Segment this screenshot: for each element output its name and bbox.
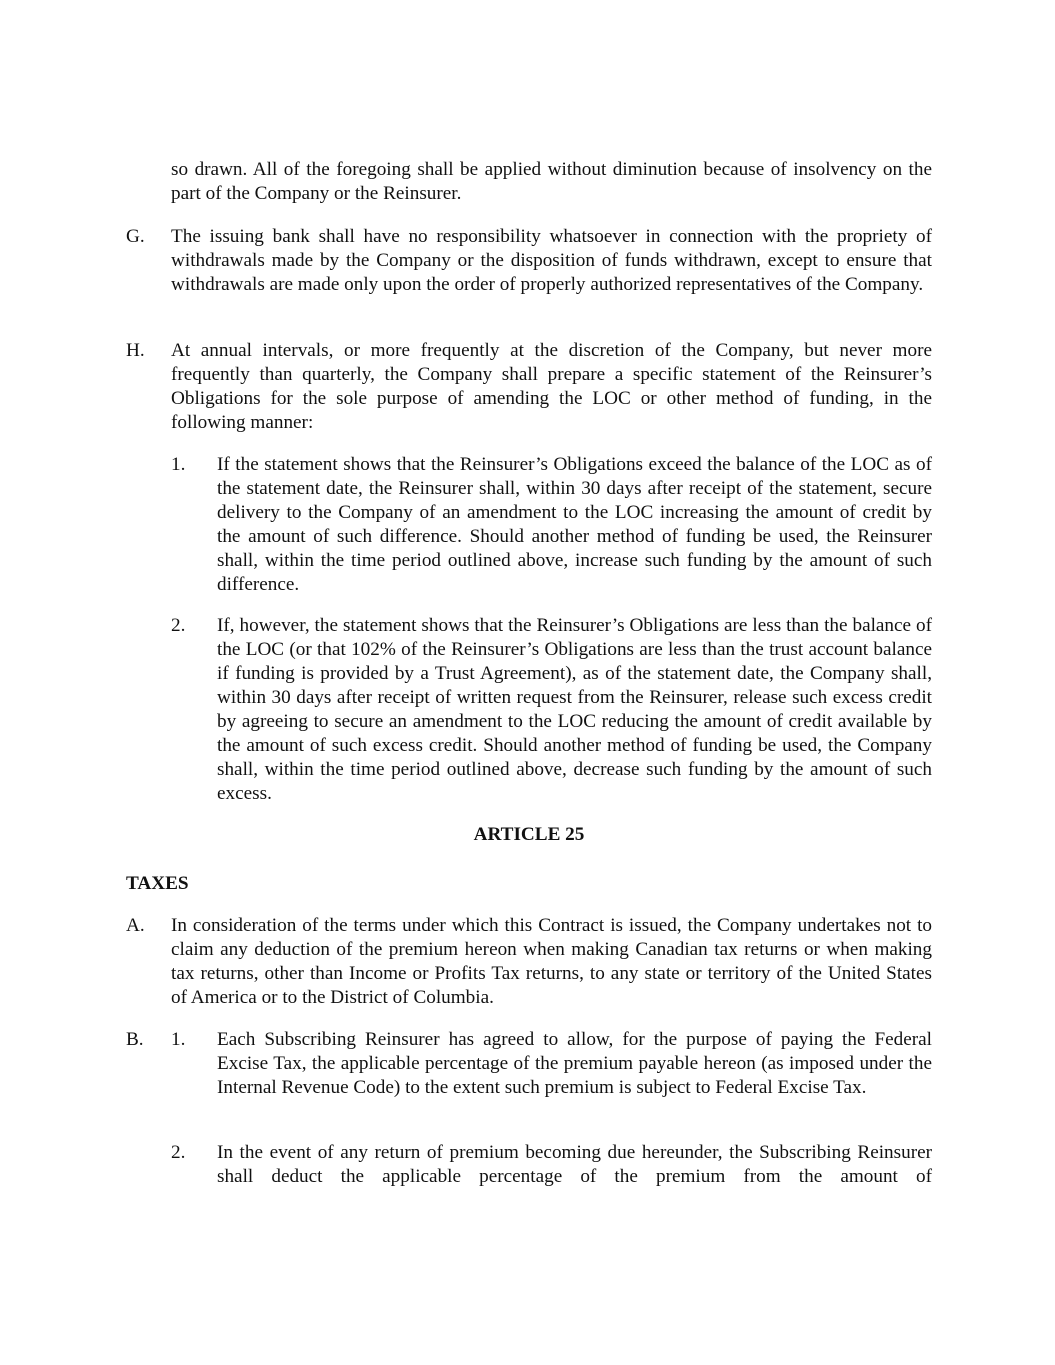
section-h-item-2-text: If, however, the statement shows that the Reinsurer’s Obligations are less than the balance of the LOC (or that 102% of the Reinsurer’s Obligations are less than the trust account balance if funding is provided by a Trust Agreement), as of the statement date, the Company shall, within 30 days after receipt of written request from the Reinsurer, release such excess credit by agreeing to secure an amendment to the LOC reducing the amount of credit available by the amount of such excess credit. Should another method of funding be used, the Company shall, within the time period outlined above, decrease such funding by the amount of such excess. [217, 615, 932, 804]
section-g-text: The issuing bank shall have no responsibility whatsoever in connection with the propriety of withdrawals made by the Company or the disposition of funds withdrawn, except to ensure that withdrawals are made only upon the order of properly authorized representatives of the Company. [171, 226, 932, 295]
article-title: ARTICLE 25 [473, 824, 585, 845]
tax-section-b-item-2-text: In the event of any return of premium becoming due hereunder, the Subscribing Reinsurer shall deduct the applicable percentage of the premium from the amount of [217, 1142, 932, 1187]
continuation-paragraph: so drawn. All of the foregoing shall be applied without diminution because of insolvency on the part of the Company or the Reinsurer. [171, 159, 932, 204]
section-h-item-1-text: If the statement shows that the Reinsurer’s Obligations exceed the balance of the LOC as of the statement date, the Reinsurer shall, within 30 days after receipt of the statement, secure delivery to the Company of an amendment to the LOC increasing the amount of credit by the amount of such difference. Should another method of funding be used, the Reinsurer shall, within the time period outlined above, increase such funding by the amount of such difference. [217, 454, 932, 595]
section-h-text: At annual intervals, or more frequently at the discretion of the Company, but never more frequently than quarterly, the Company shall prepare a specific statement of the Reinsurer’s Obligations for the sole purpose of amending the LOC or other method of funding, in the following manner: [171, 340, 932, 433]
section-g-label: G. [126, 226, 145, 247]
tax-section-b-item-1-label: 1. [171, 1029, 186, 1050]
section-h-item-1-label: 1. [171, 454, 186, 475]
tax-section-b-item-2-label: 2. [171, 1142, 186, 1163]
tax-section-b-label: B. [126, 1029, 144, 1050]
section-h-item-2-label: 2. [171, 615, 186, 636]
section-h-label: H. [126, 340, 145, 361]
article-heading: TAXES [126, 873, 189, 894]
tax-section-a-label: A. [126, 915, 145, 936]
tax-section-b-item-1-text: Each Subscribing Reinsurer has agreed to allow, for the purpose of paying the Federal Excise Tax, the applicable percentage of the premium payable hereon (as imposed under the Internal Revenue Code) to the extent such premium is subject to Federal Excise Tax. [217, 1029, 932, 1098]
tax-section-a-text: In consideration of the terms under which this Contract is issued, the Company undertakes not to claim any deduction of the premium hereon when making Canadian tax returns or when making tax returns, other than Income or Profits Tax returns, to any state or territory of the United States of America or to the District of Columbia. [171, 915, 932, 1008]
